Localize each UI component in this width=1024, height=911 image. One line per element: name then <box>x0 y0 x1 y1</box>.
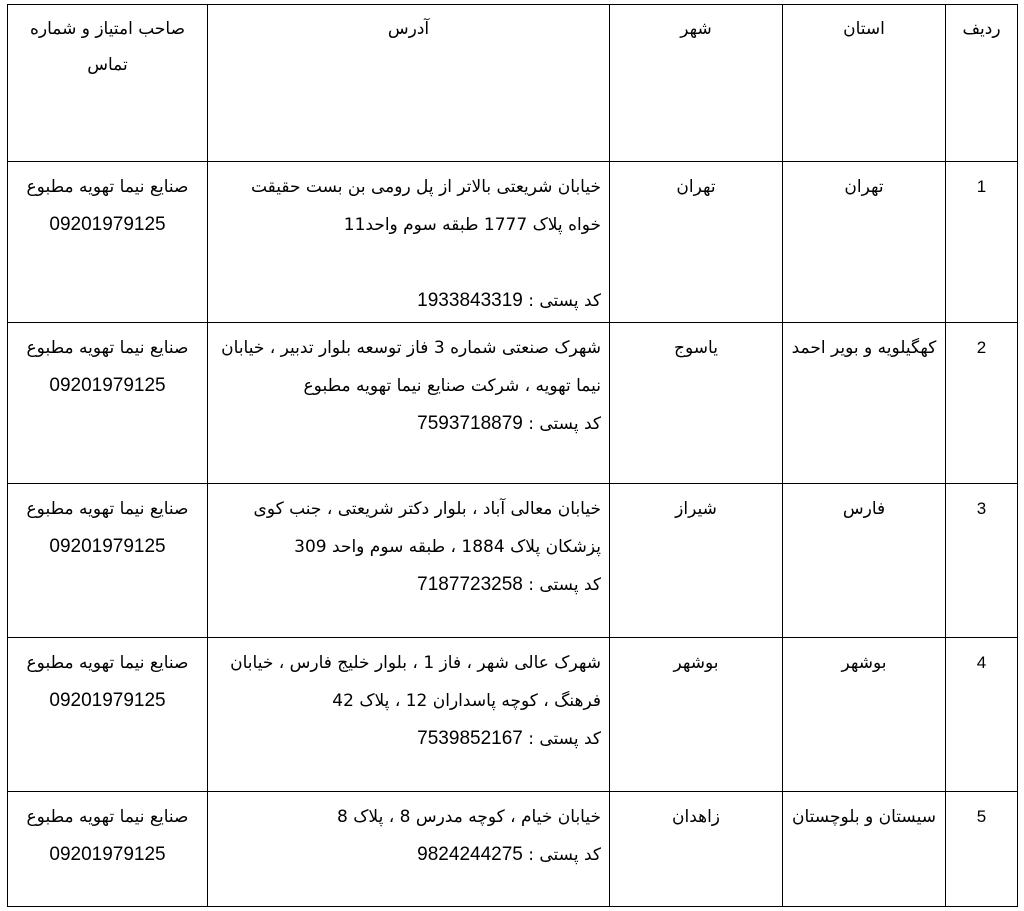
header-row-number: ردیف <box>946 5 1018 162</box>
owner-cell <box>8 638 208 792</box>
address-text: خیابان معالی آباد ، بلوار دکتر شریعتی ، جنب کوی پزشکان پلاک 1884 ، طبقه سوم واحد 309 <box>253 499 601 557</box>
province-cell: تهران <box>783 162 946 323</box>
header-province: استان <box>783 5 946 162</box>
owner-cell <box>8 484 208 638</box>
owner-phone: 09201979125 <box>49 375 166 396</box>
owner-phone: 09201979125 <box>49 844 166 865</box>
owner-name: صنایع نیما تهویه مطبوع <box>26 338 189 358</box>
postal-label: کد پستی : <box>528 291 601 311</box>
table-row <box>8 162 1018 323</box>
address-text: شهرک صنعتی شماره 3 فاز توسعه بلوار تدبیر ، خیابان نیما تهویه ، شرکت صنایع نیما تهویه مطبوع <box>221 338 601 396</box>
city-cell: یاسوج <box>610 323 783 484</box>
postal-code: 7539852167 <box>417 728 523 749</box>
representatives-table <box>7 4 1018 907</box>
postal-code-line <box>216 566 601 604</box>
address-cell <box>208 792 610 907</box>
postal-code: 7593718879 <box>417 413 523 434</box>
row-number-cell: 5 <box>946 792 1018 907</box>
owner-phone: 09201979125 <box>49 536 166 557</box>
table-row <box>8 323 1018 484</box>
table-row <box>8 484 1018 638</box>
row-number-cell: 4 <box>946 638 1018 792</box>
address-text: شهرک عالی شهر ، فاز 1 ، بلوار خلیج فارس ، خیابان فرهنگ ، کوچه پاسداران 12 ، پلاک 42 <box>230 653 601 711</box>
province-cell: کهگیلویه و بویر احمد <box>783 323 946 484</box>
header-row <box>8 5 1018 162</box>
address-cell <box>208 484 610 638</box>
owner-cell <box>8 162 208 323</box>
owner-cell <box>8 792 208 907</box>
postal-code-line <box>216 720 601 758</box>
owner-phone: 09201979125 <box>49 690 166 711</box>
city-cell: بوشهر <box>610 638 783 792</box>
owner-phone: 09201979125 <box>49 214 166 235</box>
postal-code-line <box>216 282 601 320</box>
owner-name: صنایع نیما تهویه مطبوع <box>26 807 189 827</box>
row-number-cell: 1 <box>946 162 1018 323</box>
header-city: شهر <box>610 5 783 162</box>
province-cell: سیستان و بلوچستان <box>783 792 946 907</box>
postal-label: کد پستی : <box>528 575 601 595</box>
postal-code-line <box>216 405 601 443</box>
address-text: خیابان خیام ، کوچه مدرس 8 ، پلاک 8 <box>336 807 601 827</box>
table-row <box>8 638 1018 792</box>
postal-code: 9824244275 <box>417 844 523 865</box>
postal-label: کد پستی : <box>528 414 601 434</box>
address-cell <box>208 323 610 484</box>
city-cell: شیراز <box>610 484 783 638</box>
postal-code: 7187723258 <box>417 574 523 595</box>
province-cell: فارس <box>783 484 946 638</box>
postal-label: کد پستی : <box>528 845 601 865</box>
address-cell <box>208 638 610 792</box>
header-owner: صاحب امتیاز و شماره تماس <box>8 5 208 162</box>
owner-name: صنایع نیما تهویه مطبوع <box>26 653 189 673</box>
postal-label: کد پستی : <box>528 729 601 749</box>
postal-code: 1933843319 <box>417 290 523 311</box>
owner-name: صنایع نیما تهویه مطبوع <box>26 177 189 197</box>
city-cell: تهران <box>610 162 783 323</box>
row-number-cell: 2 <box>946 323 1018 484</box>
table-row <box>8 792 1018 907</box>
header-address: آدرس <box>208 5 610 162</box>
province-cell: بوشهر <box>783 638 946 792</box>
address-text: خیابان شریعتی بالاتر از پل رومی بن بست حقیقت خواه پلاک 1777 طبقه سوم واحد11 <box>250 177 601 235</box>
owner-cell <box>8 323 208 484</box>
owner-name: صنایع نیما تهویه مطبوع <box>26 499 189 519</box>
address-spacer <box>216 244 601 282</box>
address-cell <box>208 162 610 323</box>
city-cell: زاهدان <box>610 792 783 907</box>
row-number-cell: 3 <box>946 484 1018 638</box>
postal-code-line <box>216 836 601 874</box>
